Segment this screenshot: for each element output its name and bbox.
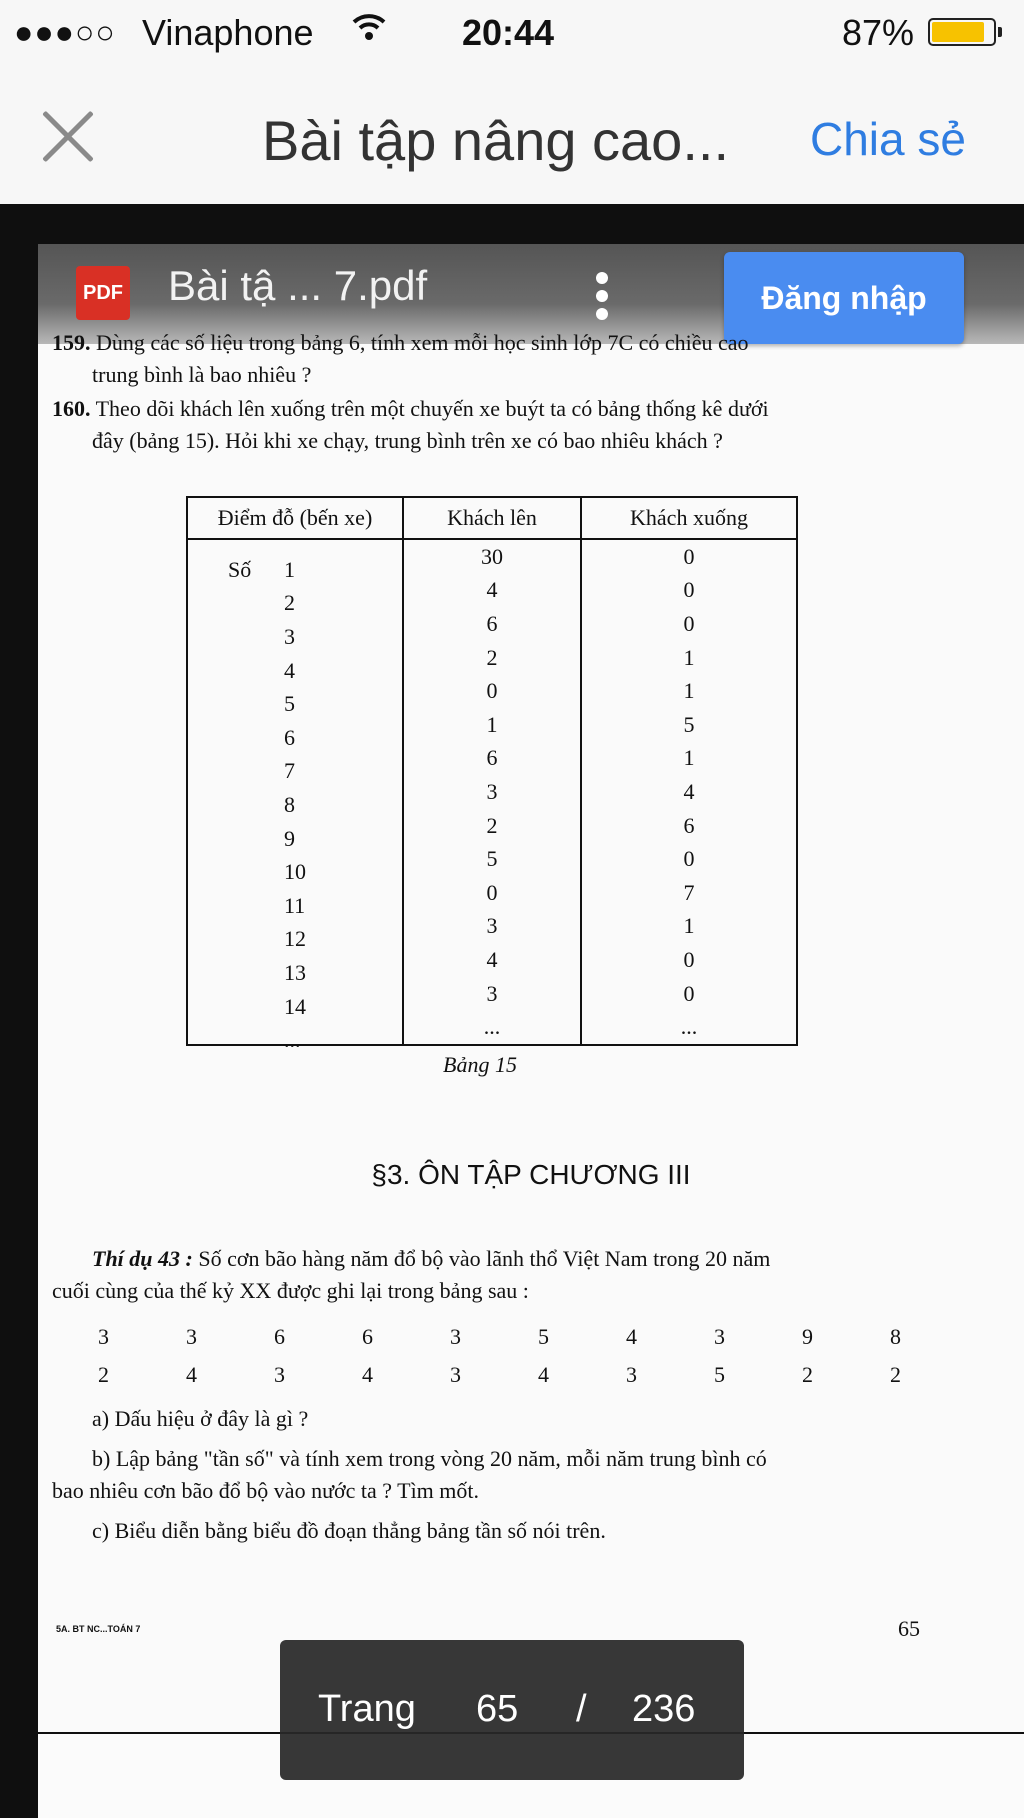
table-cell-boarding: 3 xyxy=(403,910,581,944)
storm-count: 2 xyxy=(802,1362,813,1387)
example-label: Thí dụ 43 : xyxy=(92,1246,193,1271)
stop-number: 4 xyxy=(284,657,295,683)
storm-count: 8 xyxy=(890,1324,901,1349)
bus-passenger-table xyxy=(186,496,798,1053)
table-cell-boarding: 0 xyxy=(403,876,581,910)
table-cell-alighting: ... xyxy=(581,1010,797,1045)
table-cell-alighting: 0 xyxy=(581,943,797,977)
stop-number: 11 xyxy=(284,892,306,918)
storm-count: 9 xyxy=(802,1324,813,1349)
table-row xyxy=(187,641,797,675)
storm-count: 4 xyxy=(626,1324,637,1349)
navigation-bar xyxy=(0,68,1024,204)
storm-count: 5 xyxy=(538,1324,549,1349)
printed-page-number: 65 xyxy=(898,1616,920,1641)
question-160-number: 160. xyxy=(52,396,91,421)
table-header: Khách xuống xyxy=(581,497,797,539)
table-cell-alighting: 5 xyxy=(581,708,797,742)
table-row xyxy=(187,708,797,742)
storm-count: 6 xyxy=(362,1324,373,1349)
table-cell-stop xyxy=(187,842,403,885)
table-cell-alighting: 4 xyxy=(581,775,797,809)
part-b-line2: bao nhiêu cơn bão đổ bộ vào nước ta ? Tìm mốt. xyxy=(52,1478,480,1503)
share-button[interactable]: Chia sẻ xyxy=(810,113,966,165)
stop-number: 2 xyxy=(284,590,295,616)
table-cell-boarding: 4 xyxy=(403,574,581,608)
current-page: 65 xyxy=(476,1688,519,1730)
example-43 xyxy=(92,1244,770,1274)
table-cell-alighting: 0 xyxy=(581,842,797,876)
pdf-file-icon: PDF xyxy=(76,266,130,320)
table-cell-stop xyxy=(187,910,403,952)
example-line2: cuối cùng của thế kỷ XX được ghi lại trong bảng sau : xyxy=(52,1278,529,1303)
login-button[interactable]: Đăng nhập xyxy=(724,252,964,344)
pdf-file-name: Bài tậ ... 7.pdf xyxy=(168,262,428,309)
storm-count: 4 xyxy=(186,1362,197,1387)
table-cell-stop xyxy=(187,674,403,717)
table-row xyxy=(187,607,797,641)
table-row xyxy=(187,943,797,977)
page-indicator-label: Trang xyxy=(318,1688,416,1730)
section-title: §3. ÔN TẬP CHƯƠNG III xyxy=(371,1159,691,1190)
table-row xyxy=(187,809,797,843)
table-cell-boarding: 6 xyxy=(403,607,581,641)
table-cell-alighting: 1 xyxy=(581,742,797,776)
table-row xyxy=(187,842,797,876)
table-cell-boarding: 5 xyxy=(403,842,581,876)
stop-number: ... xyxy=(284,1027,301,1053)
storm-count: 3 xyxy=(626,1362,637,1387)
table-header: Điểm đỗ (bến xe) xyxy=(187,497,403,539)
storm-count: 4 xyxy=(362,1362,373,1387)
battery-icon xyxy=(928,18,996,46)
table-cell-alighting: 1 xyxy=(581,641,797,675)
table-cell-boarding: 30 xyxy=(403,539,581,574)
table-cell-stop xyxy=(187,607,403,649)
table-row xyxy=(187,574,797,608)
table-cell-boarding: ... xyxy=(403,1010,581,1045)
battery-tip xyxy=(998,27,1002,37)
signal-strength-icon: ●●●○○ xyxy=(14,14,116,50)
table-cell-boarding: 3 xyxy=(403,775,581,809)
storm-count: 3 xyxy=(98,1324,109,1349)
total-pages: 236 xyxy=(632,1688,696,1730)
stop-number: 7 xyxy=(284,758,295,784)
table-row xyxy=(187,910,797,944)
table-cell-alighting: 0 xyxy=(581,539,797,574)
storm-count: 3 xyxy=(714,1324,725,1349)
stop-number: 10 xyxy=(284,859,306,885)
table-row xyxy=(187,539,797,574)
table-cell-alighting: 1 xyxy=(581,910,797,944)
table-header-row xyxy=(187,497,797,539)
part-c: c) Biểu diễn bằng biểu đồ đoạn thẳng bảng tần số nói trên. xyxy=(92,1518,606,1543)
question-160 xyxy=(52,394,769,424)
pdf-page[interactable] xyxy=(38,244,1024,1732)
stop-prefix: Số xyxy=(228,556,252,582)
clock: 20:44 xyxy=(462,12,555,53)
storm-count: 3 xyxy=(450,1324,461,1349)
table-cell-boarding: 4 xyxy=(403,943,581,977)
stop-number: 14 xyxy=(284,993,306,1019)
table-row xyxy=(187,742,797,776)
question-160-line1: Theo dõi khách lên xuống trên một chuyến xe buýt ta có bảng thống kê dưới xyxy=(95,396,769,421)
battery-percent: 87% xyxy=(842,12,915,53)
stop-number: 13 xyxy=(284,959,306,985)
stop-number: 3 xyxy=(284,623,295,649)
table-cell-stop xyxy=(187,708,403,750)
table-cell-boarding: 2 xyxy=(403,641,581,675)
stop-number: 9 xyxy=(284,825,295,851)
table-cell-stop xyxy=(187,876,403,918)
footer-code: 5A. BT NC...TOÁN 7 xyxy=(56,1624,141,1634)
table-cell-boarding: 2 xyxy=(403,809,581,843)
stop-number: 8 xyxy=(284,791,295,817)
table-cell-stop xyxy=(187,943,403,985)
table-row xyxy=(187,876,797,910)
example-line1: Số cơn bão hàng năm đổ bộ vào lãnh thổ Việt Nam trong 20 năm xyxy=(198,1246,771,1271)
storm-count: 6 xyxy=(274,1324,285,1349)
table-cell-boarding: 1 xyxy=(403,708,581,742)
question-159-line2: trung bình là bao nhiêu ? xyxy=(92,362,312,387)
storm-data-grid xyxy=(98,1324,978,1400)
status-bar xyxy=(0,0,1024,68)
storm-count: 5 xyxy=(714,1362,725,1387)
more-options-icon[interactable] xyxy=(596,272,610,324)
table-cell-boarding: 6 xyxy=(403,742,581,776)
page-separator: / xyxy=(576,1688,587,1730)
question-160-line2: đây (bảng 15). Hỏi khi xe chạy, trung bình trên xe có bao nhiêu khách ? xyxy=(92,428,723,453)
table-header: Khách lên xyxy=(403,497,581,539)
storm-count: 2 xyxy=(98,1362,109,1387)
table-cell-stop xyxy=(187,742,403,784)
table-row xyxy=(187,674,797,708)
table-cell-stop xyxy=(187,809,403,851)
table-cell-stop xyxy=(187,1010,403,1053)
table-cell-stop xyxy=(187,539,403,582)
table-cell-alighting: 7 xyxy=(581,876,797,910)
storm-count: 3 xyxy=(274,1362,285,1387)
document-title: Bài tập nâng cao... xyxy=(262,109,730,172)
table-cell-boarding: 0 xyxy=(403,674,581,708)
battery-fill xyxy=(932,22,984,42)
pdf-viewer[interactable] xyxy=(0,204,1024,1818)
part-b-line1: b) Lập bảng "tần số" và tính xem trong vòng 20 năm, mỗi năm trung bình có xyxy=(92,1446,767,1471)
table-cell-stop xyxy=(187,775,403,817)
table-row xyxy=(187,1010,797,1045)
storm-count: 3 xyxy=(186,1324,197,1349)
table-cell-alighting: 6 xyxy=(581,809,797,843)
table-cell-alighting: 0 xyxy=(581,607,797,641)
storm-row xyxy=(98,1324,978,1362)
table-cell-stop xyxy=(187,574,403,616)
question-159-number: 159. xyxy=(52,330,91,355)
table-cell-alighting: 0 xyxy=(581,574,797,608)
table-cell-stop xyxy=(187,977,403,1019)
storm-count: 2 xyxy=(890,1362,901,1387)
table-row xyxy=(187,775,797,809)
stop-number: 6 xyxy=(284,724,295,750)
table-caption: Bảng 15 xyxy=(443,1052,517,1077)
question-159-line1: Dùng các số liệu trong bảng 6, tính xem mỗi học sinh lớp 7C có chiều cao xyxy=(96,330,749,355)
close-icon[interactable] xyxy=(40,108,96,164)
stop-number: 12 xyxy=(284,926,306,952)
part-a: a) Dấu hiệu ở đây là gì ? xyxy=(92,1406,309,1431)
table-cell-alighting: 1 xyxy=(581,674,797,708)
stop-number: 1 xyxy=(284,556,295,582)
question-159 xyxy=(52,328,749,358)
storm-count: 3 xyxy=(450,1362,461,1387)
wifi-icon xyxy=(352,12,386,50)
table-cell-stop xyxy=(187,641,403,683)
stop-number: 5 xyxy=(284,691,295,717)
carrier-name: Vinaphone xyxy=(142,12,314,53)
table-cell-boarding: 3 xyxy=(403,977,581,1011)
storm-count: 4 xyxy=(538,1362,549,1387)
table-cell-alighting: 0 xyxy=(581,977,797,1011)
storm-row xyxy=(98,1362,978,1400)
table-row xyxy=(187,977,797,1011)
page-indicator xyxy=(280,1640,744,1780)
